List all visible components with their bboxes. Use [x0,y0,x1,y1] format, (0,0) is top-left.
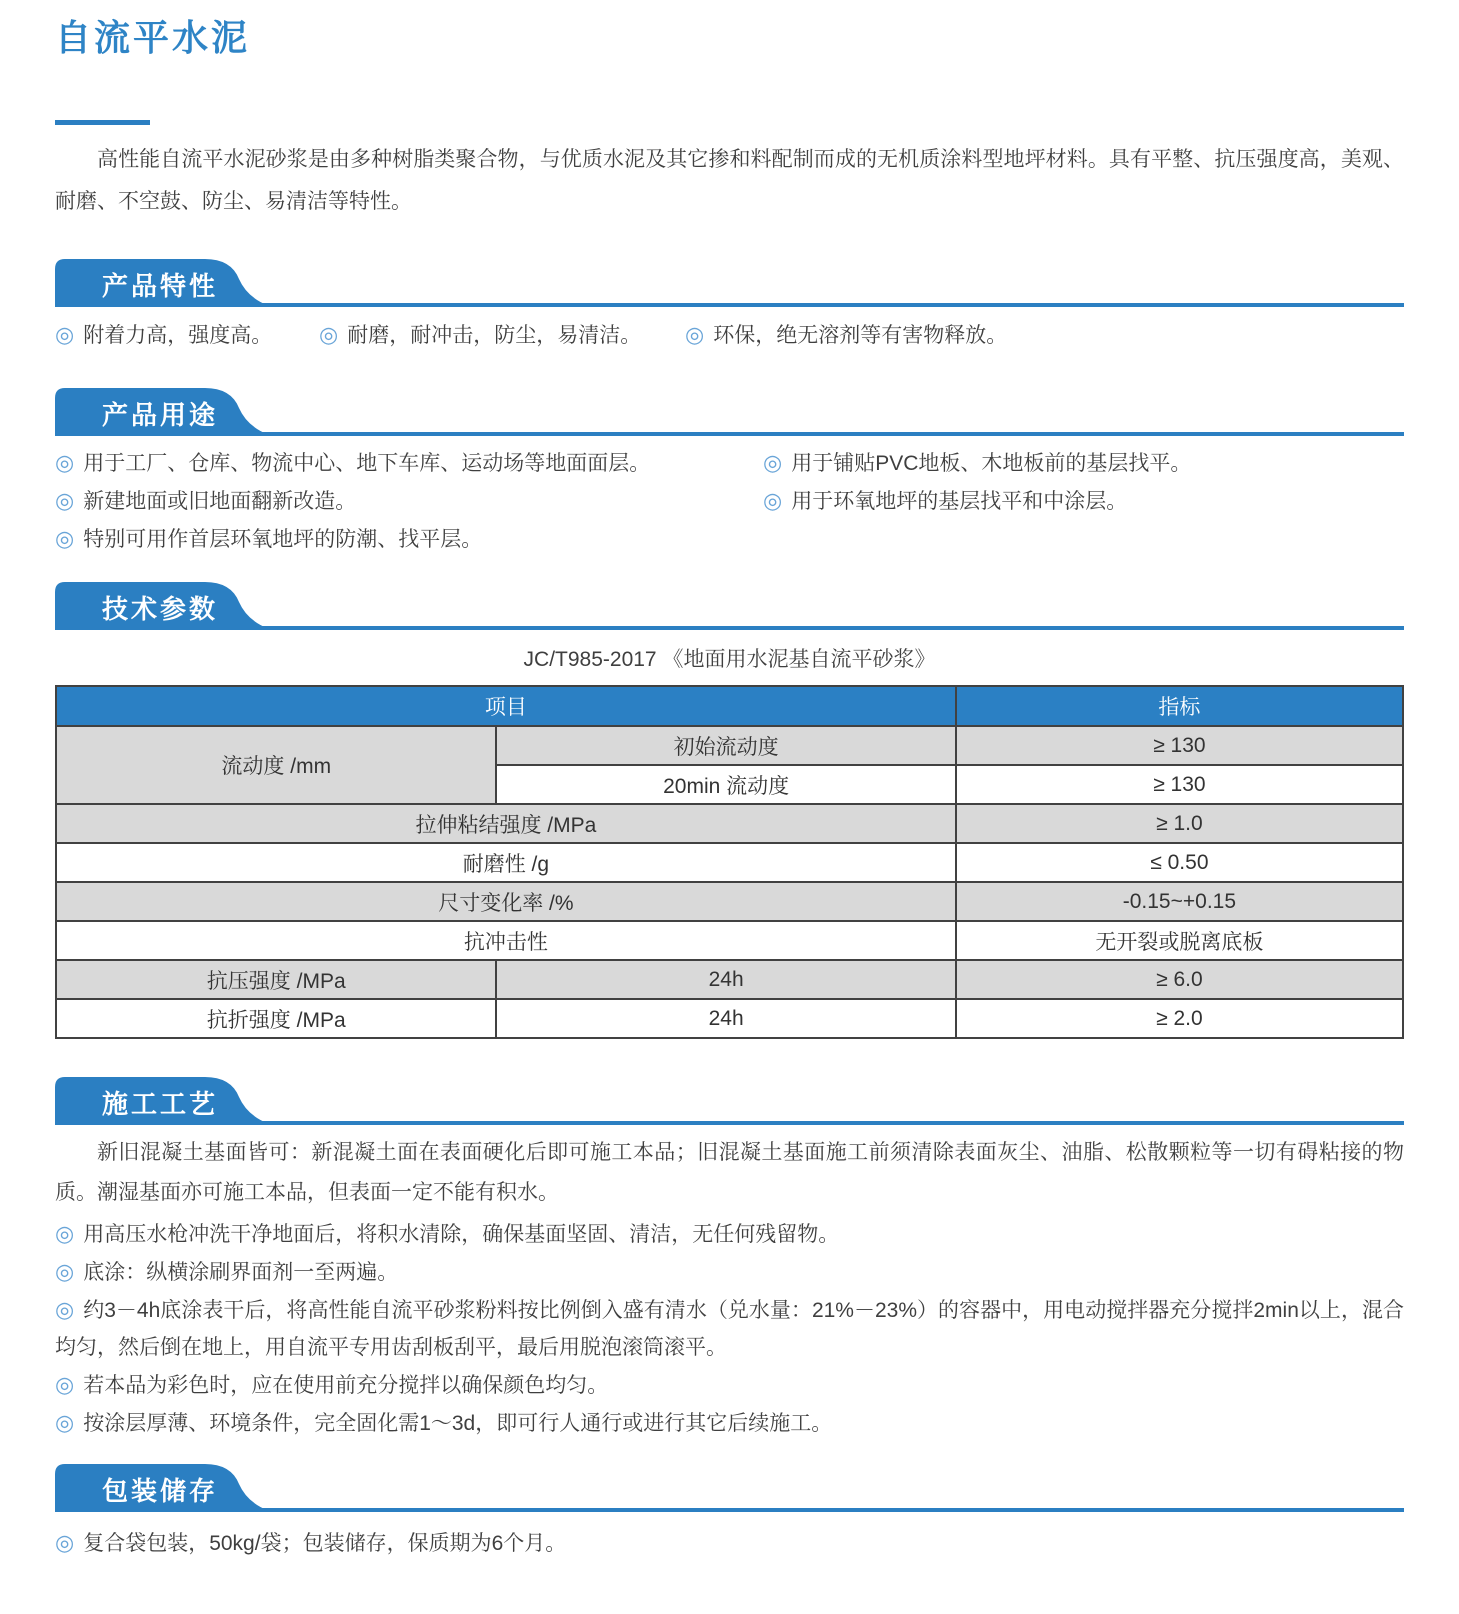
table-row [56,960,1403,999]
process-item-text: 若本品为彩色时，应在使用前充分搅拌以确保颜色均匀。 [83,1374,609,1397]
uses-right-column [763,444,1404,558]
bullseye-bullet-icon: ◎ [55,1410,75,1435]
section-heading [55,259,1404,307]
table-cell: 拉伸粘结强度 /MPa [56,804,956,843]
table-cell: 无开裂或脱离底板 [956,921,1403,960]
section-uses [55,388,1404,558]
bullseye-bullet-icon: ◎ [55,526,75,551]
process-item [55,1253,1404,1291]
table-cell: 抗折强度 /MPa [56,999,496,1038]
page-title: 自流平水泥 [55,17,251,58]
document-page [0,14,1459,1562]
table-cell: 抗冲击性 [56,921,956,960]
process-item-text: 按涂层厚薄、环境条件，完全固化需1～3d，即可行人通行或进行其它后续施工。 [83,1412,833,1435]
table-cell: ≥ 1.0 [956,804,1403,843]
feature-item-text: 环保，绝无溶剂等有害物释放。 [713,324,1008,347]
section-features [55,259,1404,354]
bullseye-bullet-icon: ◎ [685,322,705,347]
use-item [763,482,1404,520]
bullseye-bullet-icon: ◎ [763,450,783,475]
process-item [55,1404,1404,1442]
table-cell: -0.15~+0.15 [956,882,1403,921]
section-heading [55,1464,1404,1512]
table-row [56,882,1403,921]
table-header-cell-item: 项目 [56,686,956,726]
uses-list [55,444,1404,558]
feature-item [319,316,685,354]
feature-item [685,316,1007,354]
section-heading-label: 包装储存 [102,1476,219,1506]
section-heading [55,582,1404,630]
table-row [56,804,1403,843]
table-cell: 尺寸变化率 /% [56,882,956,921]
bullseye-bullet-icon: ◎ [55,322,75,347]
feature-item [55,316,319,354]
table-row [56,921,1403,960]
bullseye-bullet-icon: ◎ [55,450,75,475]
table-cell: 24h [496,999,955,1038]
section-heading-label: 技术参数 [102,594,219,624]
table-cell: 24h [496,960,955,999]
use-item [55,520,763,558]
section-heading-label: 产品特性 [102,271,219,301]
table-row [56,726,1403,765]
use-item-text: 新建地面或旧地面翻新改造。 [83,490,357,513]
process-item [55,1366,1404,1404]
packaging-item-text: 复合袋包装，50kg/袋；包装储存，保质期为6个月。 [83,1532,567,1555]
packaging-item [55,1524,1404,1562]
table-cell: ≥ 130 [956,765,1403,804]
process-list [55,1215,1404,1442]
use-item-text: 用于工厂、仓库、物流中心、地下车库、运动场等地面面层。 [83,452,651,475]
use-item [55,444,763,482]
title-underline [55,120,150,125]
bullseye-bullet-icon: ◎ [55,1372,75,1397]
table-row [56,999,1403,1038]
bullseye-bullet-icon: ◎ [319,322,339,347]
table-row [56,843,1403,882]
bullseye-bullet-icon: ◎ [55,1530,75,1555]
use-item-text: 用于环氧地坪的基层找平和中涂层。 [791,490,1128,513]
table-header-cell-index: 指标 [956,686,1403,726]
table-cell: ≥ 130 [956,726,1403,765]
use-item [55,482,763,520]
bullseye-bullet-icon: ◎ [55,1259,75,1284]
process-item-text: 底涂：纵横涂刷界面剂一至两遍。 [83,1261,399,1284]
table-cell: ≤ 0.50 [956,843,1403,882]
section-packaging [55,1464,1404,1562]
process-item-text: 用高压水枪冲洗干净地面后，将积水清除，确保基面坚固、清洁，无任何残留物。 [83,1223,840,1246]
process-item [55,1215,1404,1253]
use-item-text: 用于铺贴PVC地板、木地板前的基层找平。 [791,452,1192,475]
section-heading [55,1077,1404,1125]
table-cell: 抗压强度 /MPa [56,960,496,999]
section-heading-label: 产品用途 [102,400,219,430]
use-item-text: 特别可用作首层环氧地坪的防潮、找平层。 [83,528,483,551]
table-cell: 耐磨性 /g [56,843,956,882]
section-specs [55,582,1404,1039]
bullseye-bullet-icon: ◎ [55,1221,75,1246]
table-header-row [56,686,1403,726]
specs-standard-caption: JC/T985-2017 《地面用水泥基自流平砂浆》 [523,648,936,671]
table-cell: ≥ 2.0 [956,999,1403,1038]
table-cell: 流动度 /mm [56,726,496,804]
use-item [763,444,1404,482]
process-item [55,1291,1404,1366]
section-heading-label: 施工工艺 [102,1089,219,1119]
process-item-text: 约3－4h底涂表干后，将高性能自流平砂浆粉料按比例倒入盛有清水（兑水量：21%－23%）的容器中，用电动搅拌器充分搅拌2min以上，混合均匀，然后倒在地上，用自流平专用齿刮板刮平，最后用脱泡滚筒滚平。 [55,1299,1404,1359]
uses-left-column [55,444,763,558]
intro-paragraph: 高性能自流平水泥砂浆是由多种树脂类聚合物，与优质水泥及其它掺和料配制而成的无机质涂料型地坪材料。具有平整、抗压强度高，美观、耐磨、不空鼓、防尘、易清洁等特性。 [55,148,1404,213]
specs-table [55,685,1404,1039]
feature-item-text: 附着力高，强度高。 [83,324,273,347]
feature-item-text: 耐磨，耐冲击，防尘，易清洁。 [347,324,642,347]
process-paragraph: 新旧混凝土基面皆可：新混凝土面在表面硬化后即可施工本品；旧混凝土基面施工前须清除表面灰尘、油脂、松散颗粒等一切有碍粘接的物质。潮湿基面亦可施工本品，但表面一定不能有积水。 [55,1141,1404,1204]
table-cell: ≥ 6.0 [956,960,1403,999]
bullseye-bullet-icon: ◎ [763,488,783,513]
section-heading [55,388,1404,436]
features-list [55,316,1404,354]
section-process [55,1077,1404,1442]
table-cell: 20min 流动度 [496,765,955,804]
bullseye-bullet-icon: ◎ [55,1297,75,1322]
bullseye-bullet-icon: ◎ [55,488,75,513]
table-cell: 初始流动度 [496,726,955,765]
